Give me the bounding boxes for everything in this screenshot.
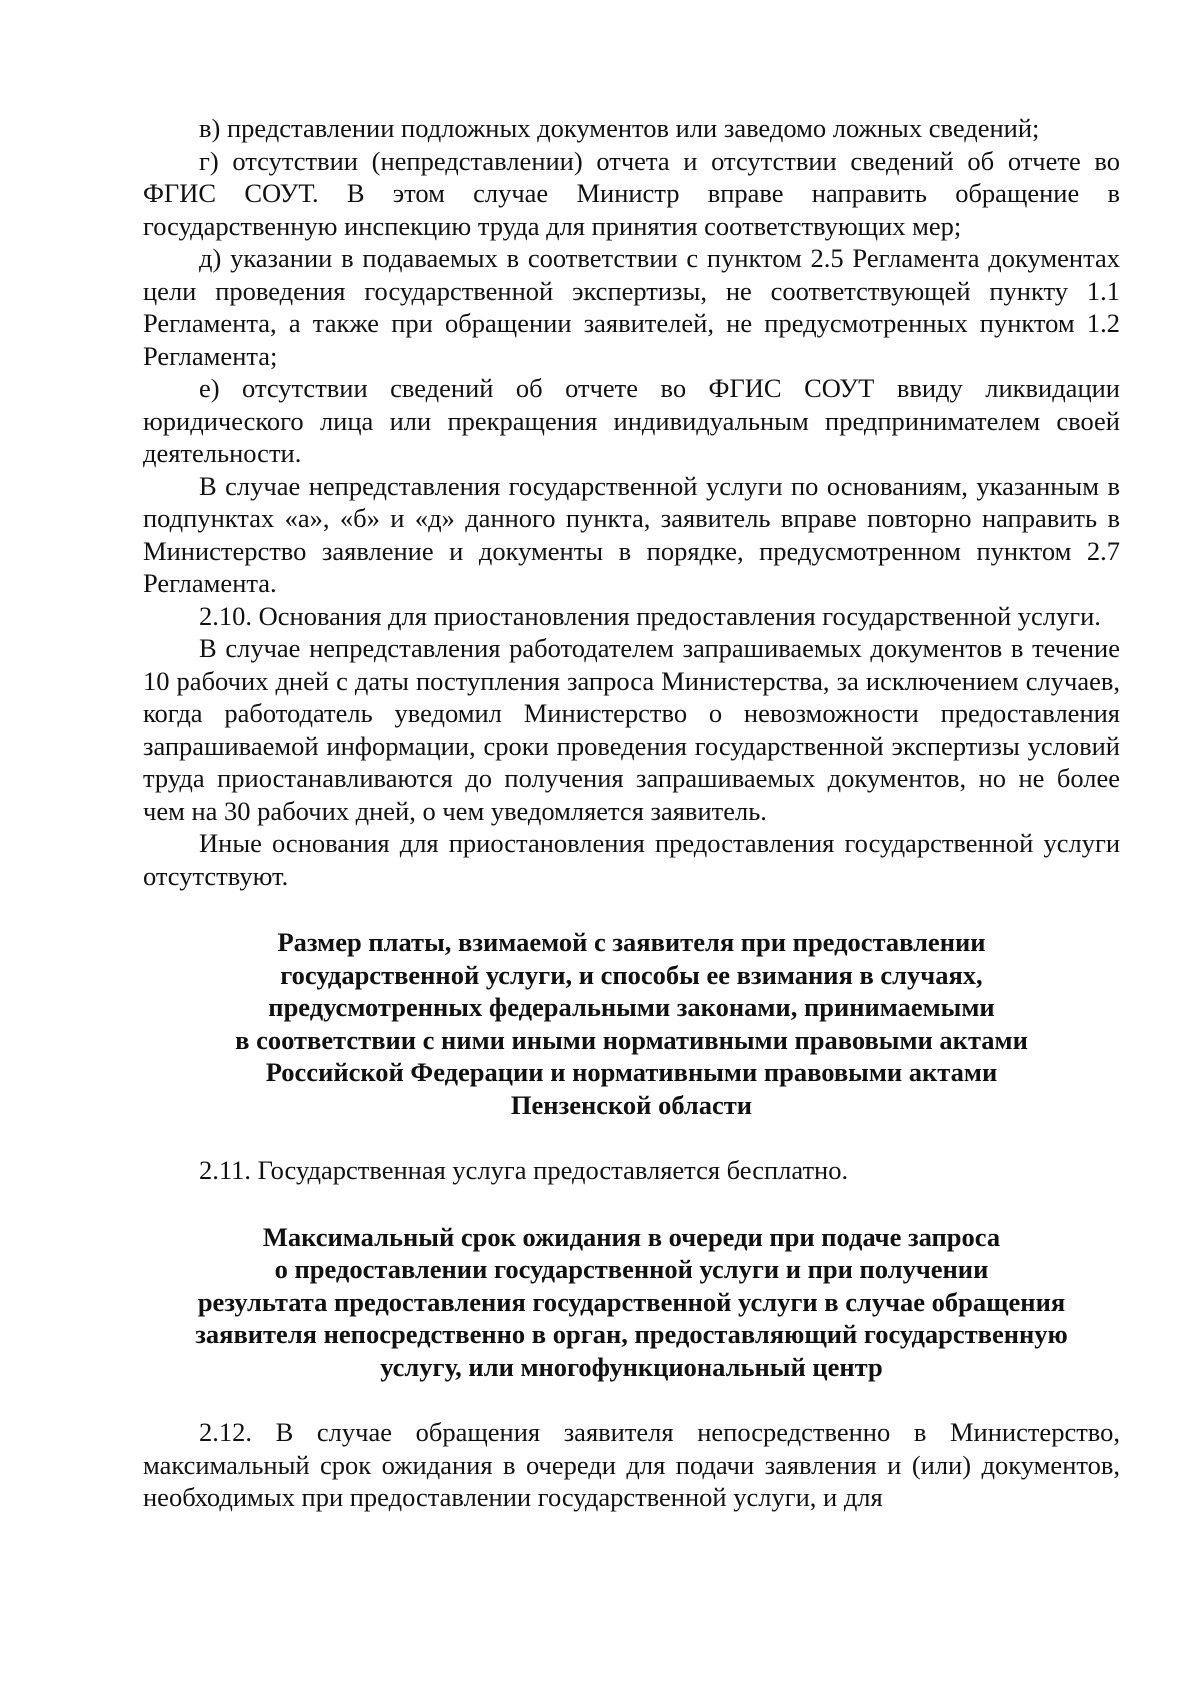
heading-line: Размер платы, взимаемой с заявителя при предоставлении <box>277 927 986 957</box>
section-heading-fee <box>143 926 1120 1121</box>
paragraph-2-10: 2.10. Основания для приостановления предоставления государственной услуги. <box>199 600 1101 631</box>
heading-line: услугу, или многофункциональный центр <box>380 1351 883 1382</box>
paragraph-item-e: е) отсутствии сведений об отчете во ФГИС СОУТ ввиду ликвидации юридического лица или прекращения индивидуальным предпринимателем своей деятельности. <box>143 373 1120 468</box>
heading-line: заявителя непосредственно в орган, предоставляющий государственную <box>195 1319 1068 1349</box>
paragraph-resubmission: В случае непредставления государственной услуги по основаниям, указанным в подпунктах «а», «б» и «д» данного пункта, заявитель вправе повторно направить в Министерство заявление и документы в порядке, предусмотренном пунктом 2.7 Регламента. <box>143 470 1120 598</box>
heading-line: Пензенской области <box>510 1089 753 1120</box>
paragraph-2-12: 2.12. В случае обращения заявителя непосредственно в Министерство, максимальный срок ожидания в очереди для подачи заявления и (или) документов, необходимых при предоставлении государственной услуги, и для <box>143 1417 1120 1512</box>
paragraph-2-11: 2.11. Государственная услуга предоставляется бесплатно. <box>199 1155 849 1185</box>
paragraph-item-d: д) указании в подаваемых в соответствии с пунктом 2.5 Регламента документах цели проведения государственной экспертизы, не соответствующей пункту 1.1 Регламента, а также при обращении заявителей, не предусмотренных пунктом 1.2 Регламента; <box>143 243 1120 371</box>
paragraph-no-other-grounds: Иные основания для приостановления предоставления государственной услуги отсутствуют. <box>143 828 1120 891</box>
heading-line: Российской Федерации и нормативными правовыми актами <box>265 1057 998 1087</box>
heading-line: в соответствии с ними иными нормативными правовыми актами <box>235 1024 1028 1055</box>
section-heading-queue-time <box>143 1221 1120 1384</box>
paragraph-item-v: в) представлении подложных документов или заведомо ложных сведений; <box>199 113 1040 143</box>
heading-line: Максимальный срок ожидания в очереди при подаче запроса <box>262 1221 1001 1252</box>
document-page <box>143 112 1120 1514</box>
heading-line: результата предоставления государственной услуги в случае обращения <box>197 1286 1066 1317</box>
heading-line: предусмотренных федеральными законами, принимаемыми <box>268 992 995 1022</box>
heading-line: о предоставлении государственной услуги и при получении <box>274 1254 989 1284</box>
paragraph-item-g: г) отсутствии (непредставлении) отчета и отсутствии сведений об отчете во ФГИС СОУТ. В этом случае Министр вправе направить обращение в государственную инспекцию труда для принятия соответствующих мер; <box>143 145 1120 241</box>
paragraph-suspension-case: В случае непредставления работодателем запрашиваемых документов в течение 10 рабочих дней с даты поступления запроса Министерства, за исключением случаев, когда работодатель уведомил Министерство о невозможности предоставления запрашиваемой информации, сроки проведения государственной экспертизы условий труда приостанавливаются до получения запрашиваемых документов, но не более чем на 30 рабочих дней, о чем уведомляется заявитель. <box>143 633 1120 826</box>
heading-line: государственной услуги, и способы ее взимания в случаях, <box>280 959 983 990</box>
